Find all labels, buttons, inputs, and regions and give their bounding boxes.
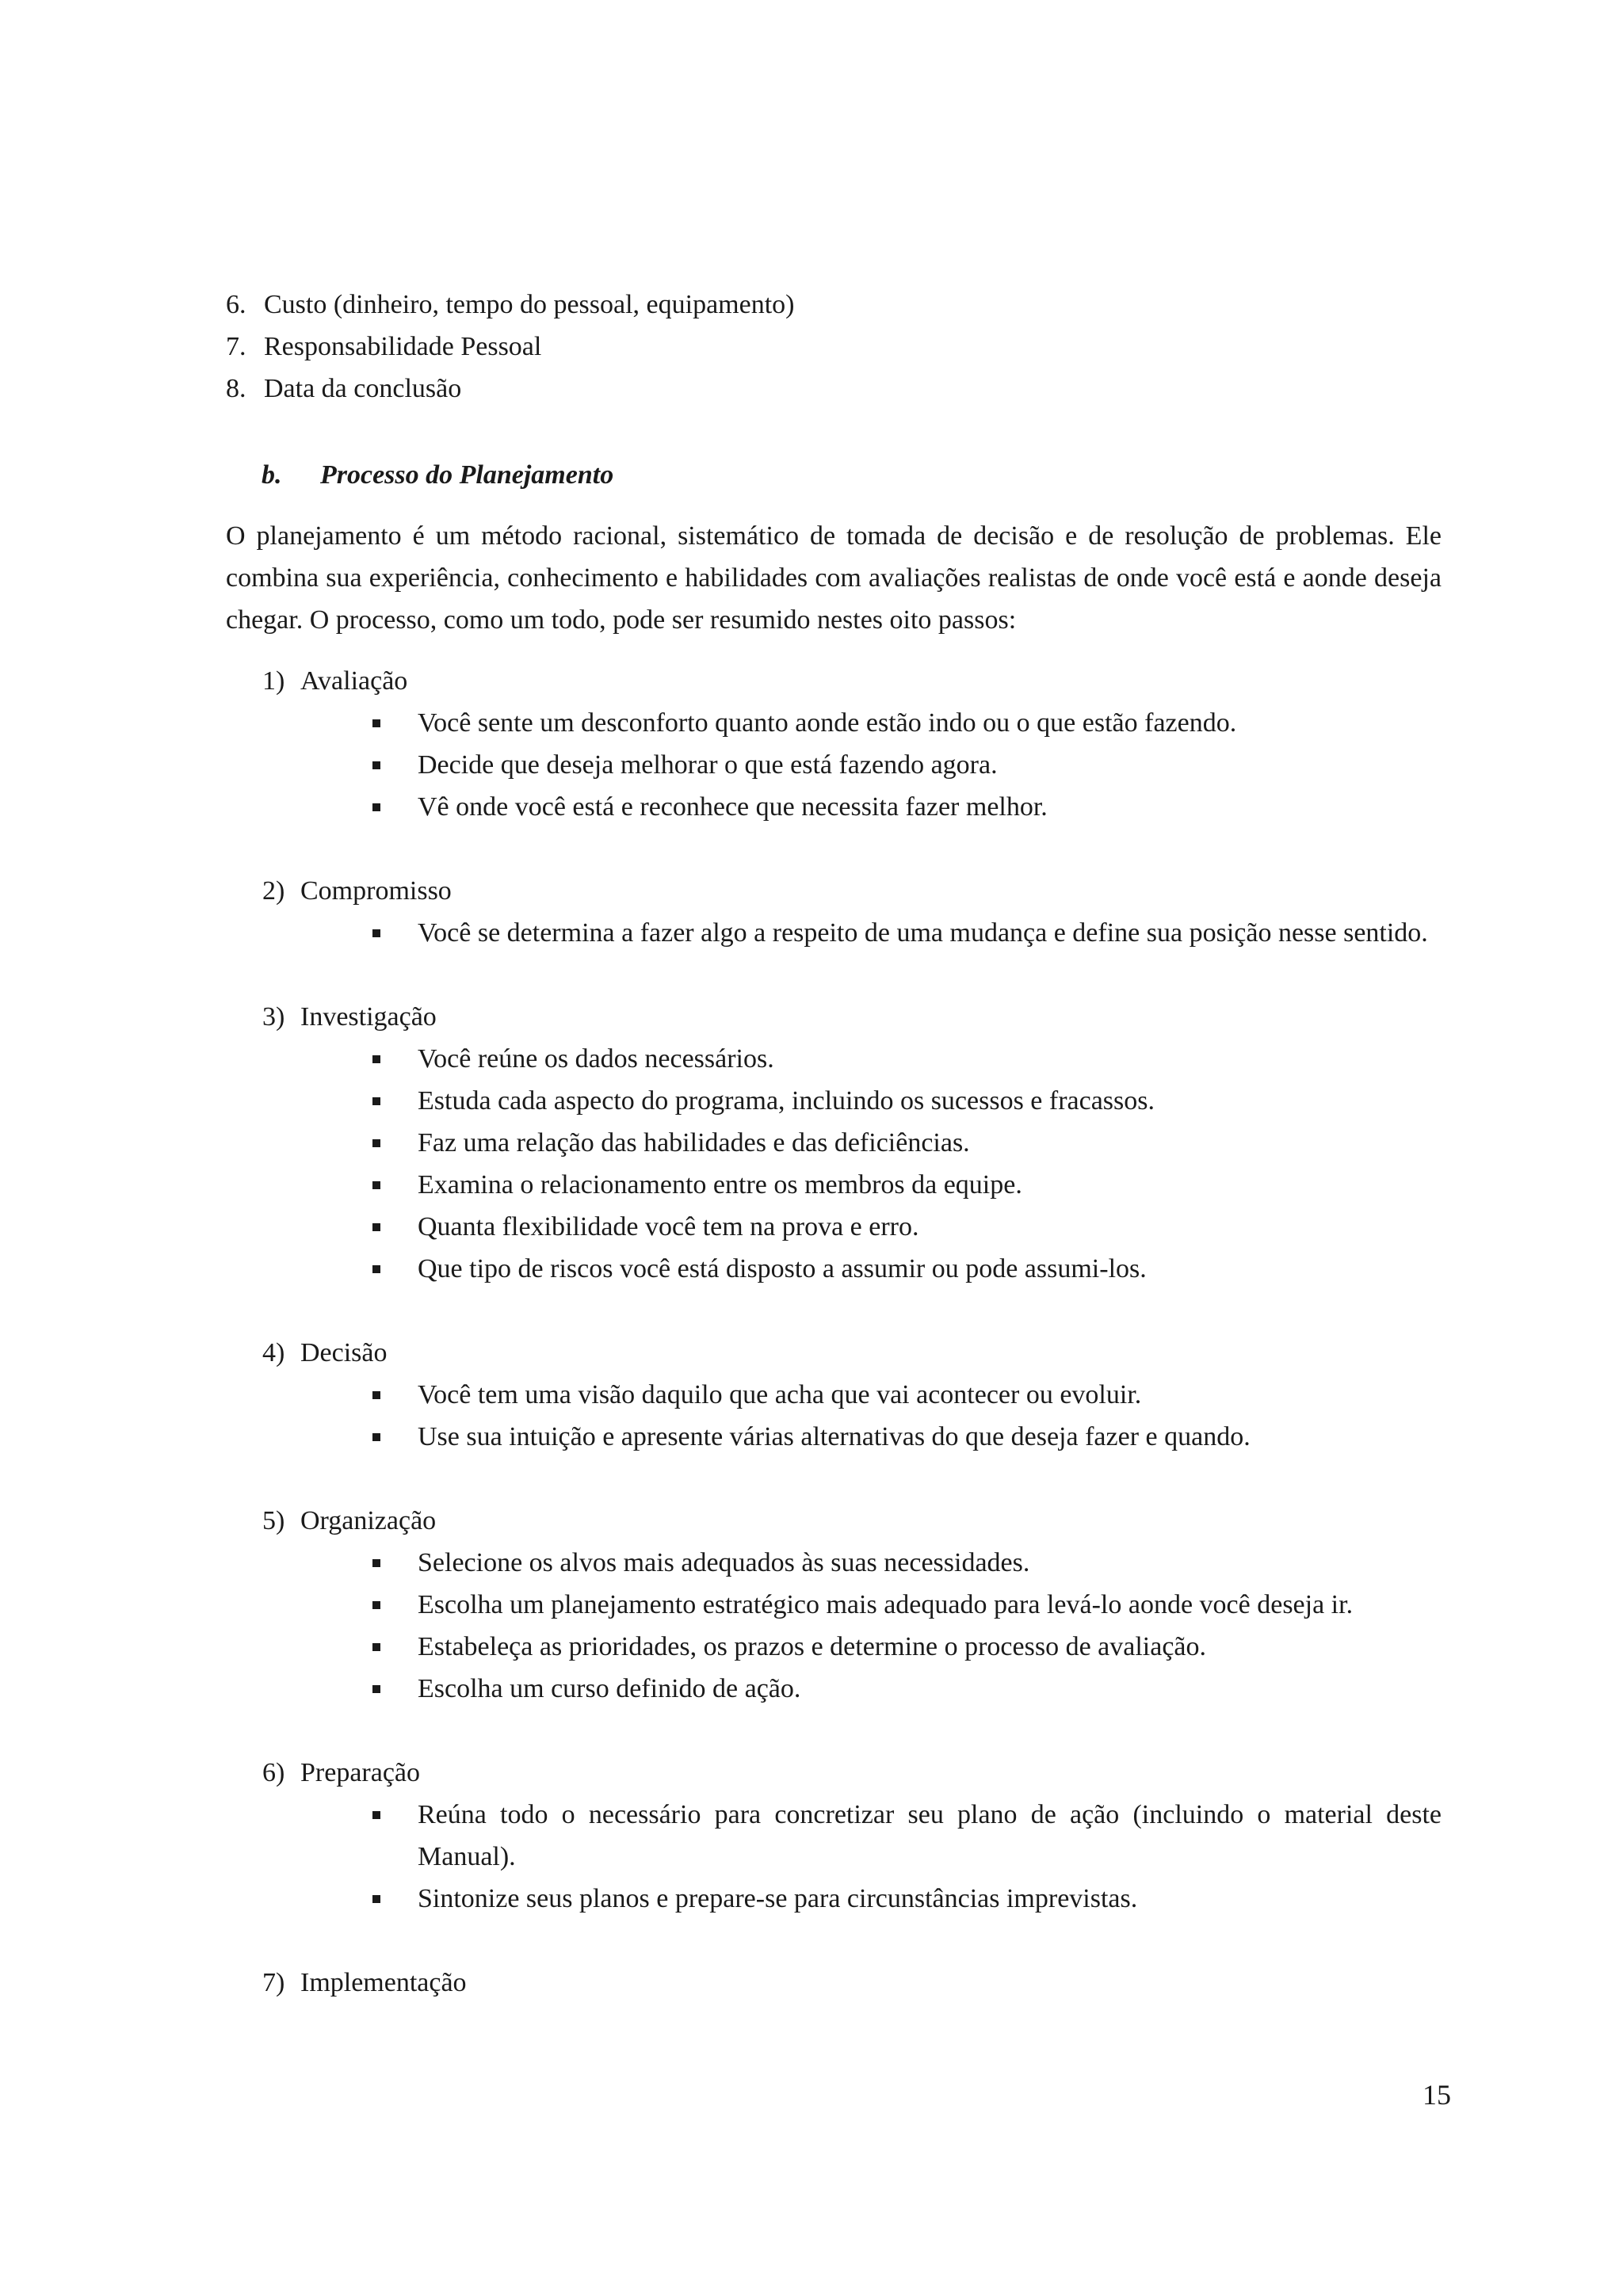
bullet-list (262, 912, 1451, 954)
step-investigacao (262, 996, 1451, 1290)
square-bullet-icon (372, 1685, 380, 1693)
bullet-list (262, 1038, 1451, 1290)
bullet-text: Escolha um planejamento estratégico mais adequado para levá-lo aonde você deseja ir. (418, 1590, 1354, 1619)
step-title: Compromisso (300, 876, 452, 906)
square-bullet-icon (372, 929, 380, 937)
square-bullet-icon (372, 1601, 380, 1609)
step-title: Decisão (300, 1338, 388, 1367)
section-title: Processo do Planejamento (320, 460, 614, 490)
step-heading (262, 1332, 1451, 1374)
square-bullet-icon (372, 1391, 380, 1399)
step-heading (262, 996, 1451, 1038)
section-heading (262, 454, 613, 496)
bullet-item (262, 1416, 1442, 1458)
bullet-item (262, 1626, 1442, 1668)
step-title: Organização (300, 1506, 437, 1535)
bullet-item (262, 1248, 1442, 1290)
list-item (226, 326, 1462, 368)
square-bullet-icon (372, 1895, 380, 1903)
section-letter: b. (262, 460, 282, 490)
step-avaliacao (262, 660, 1451, 828)
list-item-text: Data da conclusão (264, 374, 462, 403)
bullet-item (262, 702, 1442, 744)
bullet-list (262, 702, 1451, 828)
bullet-text: Estuda cada aspecto do programa, incluindo os sucessos e fracassos. (418, 1086, 1155, 1116)
step-heading (262, 1752, 1451, 1794)
bullet-text: Quanta flexibilidade você tem na prova e erro. (418, 1212, 919, 1241)
bullet-text: Escolha um curso definido de ação. (418, 1674, 801, 1703)
step-heading (262, 870, 1451, 912)
bullet-text: Que tipo de riscos você está disposto a assumir ou pode assumi-los. (418, 1254, 1147, 1283)
list-item-number: 6. (226, 290, 246, 319)
square-bullet-icon (372, 1811, 380, 1819)
bullet-item (262, 1164, 1442, 1206)
bullet-item (262, 1122, 1442, 1164)
bullet-item (262, 786, 1442, 828)
numbered-list (226, 284, 1462, 410)
bullet-text: Selecione os alvos mais adequados às suas necessidades. (418, 1548, 1030, 1577)
list-item-text: Responsabilidade Pessoal (264, 332, 542, 361)
square-bullet-icon (372, 1433, 380, 1441)
bullet-text: Você reúne os dados necessários. (418, 1044, 774, 1074)
step-preparacao (262, 1752, 1451, 1920)
bullet-item (262, 744, 1442, 786)
bullet-item (262, 1080, 1442, 1122)
bullet-text: Reúna todo o necessário para concretizar seu plano de ação (incluindo o material deste Manual). (418, 1800, 1442, 1871)
bullet-text: Examina o relacionamento entre os membros da equipe. (418, 1170, 1022, 1199)
step-number: 4) (262, 1338, 285, 1367)
step-number: 3) (262, 1002, 285, 1032)
square-bullet-icon (372, 803, 380, 811)
bullet-text: Sintonize seus planos e prepare-se para circunstâncias imprevistas. (418, 1884, 1138, 1913)
bullet-text: Faz uma relação das habilidades e das deficiências. (418, 1128, 970, 1158)
step-number: 5) (262, 1506, 285, 1535)
step-organizacao (262, 1500, 1451, 1710)
bullet-list (262, 1794, 1451, 1920)
bullet-item (262, 1584, 1442, 1626)
list-item-text: Custo (dinheiro, tempo do pessoal, equipamento) (264, 290, 795, 319)
bullet-item (262, 1878, 1442, 1920)
square-bullet-icon (372, 1559, 380, 1567)
bullet-item (262, 1038, 1442, 1080)
step-compromisso (262, 870, 1451, 954)
bullet-text: Vê onde você está e reconhece que necessita fazer melhor. (418, 792, 1048, 822)
bullet-text: Você se determina a fazer algo a respeito de uma mudança e define sua posição nesse sentido. (418, 918, 1428, 948)
step-title: Avaliação (300, 666, 408, 696)
square-bullet-icon (372, 719, 380, 727)
step-title: Preparação (300, 1758, 421, 1787)
bullet-text: Estabeleça as prioridades, os prazos e determine o processo de avaliação. (418, 1632, 1207, 1661)
step-decisao (262, 1332, 1451, 1458)
bullet-list (262, 1374, 1451, 1458)
step-number: 6) (262, 1758, 285, 1787)
square-bullet-icon (372, 1223, 380, 1231)
bullet-list (262, 1542, 1451, 1710)
list-item (226, 368, 1462, 410)
bullet-text: Você tem uma visão daquilo que acha que vai acontecer ou evoluir. (418, 1380, 1142, 1409)
page-number: 15 (1423, 2079, 1451, 2111)
step-number: 1) (262, 666, 285, 696)
bullet-text: Use sua intuição e apresente várias alternativas do que deseja fazer e quando. (418, 1422, 1251, 1451)
bullet-item (262, 1794, 1442, 1878)
step-heading (262, 1962, 1451, 2004)
square-bullet-icon (372, 1055, 380, 1063)
bullet-item (262, 1206, 1442, 1248)
list-item-number: 7. (226, 332, 246, 361)
bullet-item (262, 1374, 1442, 1416)
step-number: 7) (262, 1968, 285, 1997)
square-bullet-icon (372, 1643, 380, 1651)
square-bullet-icon (372, 761, 380, 769)
step-title: Investigação (300, 1002, 437, 1032)
square-bullet-icon (372, 1265, 380, 1273)
bullet-item (262, 1668, 1442, 1710)
bullet-text: Decide que deseja melhorar o que está fazendo agora. (418, 750, 998, 780)
step-implementacao (262, 1962, 1451, 2004)
square-bullet-icon (372, 1097, 380, 1105)
step-heading (262, 1500, 1451, 1542)
step-title: Implementação (300, 1968, 467, 1997)
square-bullet-icon (372, 1181, 380, 1189)
step-heading (262, 660, 1451, 702)
bullet-item (262, 1542, 1442, 1584)
list-item (226, 284, 1462, 326)
bullet-item (262, 912, 1442, 954)
square-bullet-icon (372, 1139, 380, 1147)
list-item-number: 8. (226, 374, 246, 403)
intro-paragraph: O planejamento é um método racional, sistemático de tomada de decisão e de resolução de problemas. Ele combina sua experiência, conhecimento e habilidades com avaliações realistas de onde você está e aonde deseja chegar. O processo, como um todo, pode ser resumido nestes oito passos: (226, 521, 1442, 635)
step-number: 2) (262, 876, 285, 906)
bullet-text: Você sente um desconforto quanto aonde estão indo ou o que estão fazendo. (418, 708, 1237, 738)
